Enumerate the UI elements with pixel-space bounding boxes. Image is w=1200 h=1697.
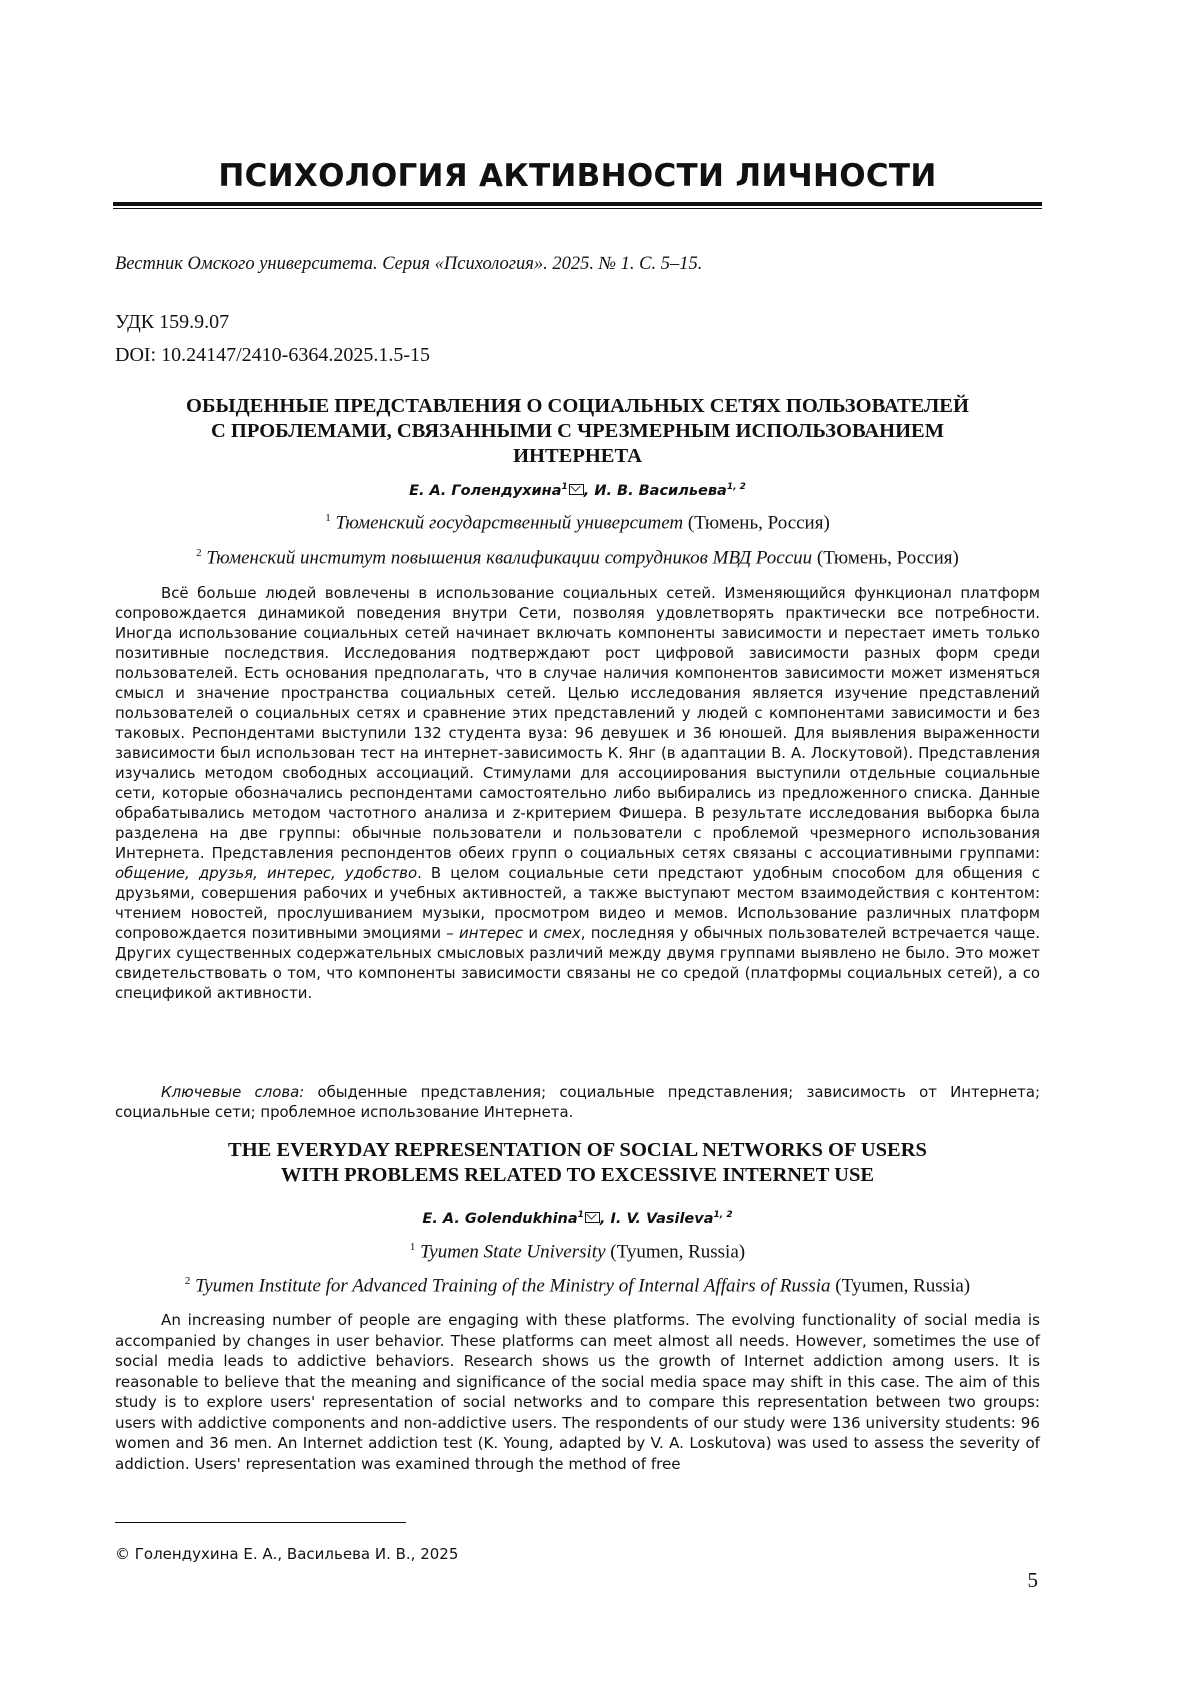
keywords-label: Ключевые слова: [161, 1083, 305, 1101]
journal-citation: Вестник Омского университета. Серия «Психология». 2025. № 1. С. 5–15. [115, 254, 703, 274]
title-line: ОБЫДЕННЫЕ ПРЕДСТАВЛЕНИЯ О СОЦИАЛЬНЫХ СЕТЯХ ПОЛЬЗОВАТЕЛЕЙ [186, 395, 969, 417]
title-line: WITH PROBLEMS RELATED TO EXCESSIVE INTERNET USE [280, 1164, 875, 1186]
affiliation-number: 1 [325, 512, 331, 524]
keywords-ru [115, 1082, 1040, 1122]
section-rubric: ПСИХОЛОГИЯ АКТИВНОСТИ ЛИЧНОСТИ [218, 158, 937, 194]
author-affiliation-mark: 1, 2 [713, 1210, 733, 1220]
envelope-icon [569, 484, 584, 495]
abstract-text: , последняя у обычных пользователей встречается чаще. Других существенных содержательных смысловых различий между двумя группами выявлено не было. Это может свидетельствовать о том, что компоненты зависимости связаны не со средой (платформы социальных сетей), а со спецификой активности. [115, 924, 1040, 1002]
author-separator: , [599, 1210, 611, 1227]
author-name: Е. А. Голендухина [409, 482, 562, 499]
abstract-text: Всё больше людей вовлечены в использование социальных сетей. Изменяющийся функционал платформ сопровождается динамикой поведения внутри Сети, позволяя удовлетворять практически все потребности. Иногда использование социальных сетей начинает включать компоненты зависимости и перестает иметь только позитивные последствия. Исследования подтверждают рост цифровой зависимости разных форм среди пользователей. Есть основания предполагать, что в случае наличия компонентов зависимости может изменяться смысл и значение пространства социальных сетей. Целью исследования является изучение представлений пользователей о социальных сетях и сравнение этих представлений у людей с компонентами зависимости и без таковых. Респондентами выступили 132 студента вуза: 96 девушек и 36 юношей. Для выявления выраженности зависимости был использован тест на интернет-зависимость К. Янг (в адаптации В. А. Лоскутовой). Представления изучались методом свободных ассоциаций. Стимулами для ассоциирования выступили отдельные социальные сети, которые обозначались респондентами самостоятельно либо выбирались из предложенного списка. Данные обрабатывались методом частотного анализа и z-критерием Фишера. В результате исследования выборка была разделена на две группы: обычные пользователи и пользователи с проблемой чрезмерного использования Интернета. Представления респондентов обеих групп о социальных сетях связаны с ассоциативными группами: [115, 584, 1040, 862]
affiliation-place: (Тюмень, Россия) [816, 547, 959, 569]
affiliation-number: 2 [184, 1275, 191, 1287]
abstract-emphasis: общение, друзья, интерес, удобство [115, 864, 418, 882]
abstract-text: . В целом социальные сети предстают удобным способом для общения с друзьями, совершения рабочих и учебных активностей, а также выступают местом взаимодействия с контентом: чтением новостей, прослушиванием музыки, просмотром видео и мемов. Использование различных платформ сопровождается позитивными эмоциями – [115, 864, 1040, 942]
udk-code: УДК 159.9.07 [115, 311, 230, 333]
abstract-en: An increasing number of people are engaging with these platforms. The evolving functionality of social media is accompanied by changes in user behavior. These platforms can meet almost all needs. However, sometimes the use of social media leads to addictive behaviors. Research shows us the growth of Internet addiction among users. It is reasonable to believe that the meaning and significance of the social media space may shift in this case. The aim of this study is to explore users' representation of social networks and to compare this representation between two groups: users with addictive components and non-addictive users. The respondents of our study were 136 university students: 96 women and 36 men. An Internet addiction test (K. Young, adapted by V. A. Loskutova) was used to assess the severity of addiction. Users' representation was examined through the method of free [115, 1311, 1040, 1473]
author-affiliation-mark: 1, 2 [726, 482, 746, 492]
author-affiliation-mark: 1 [561, 482, 568, 492]
abstract-ru [115, 583, 1040, 1003]
author-name: I. V. Vasileva [610, 1210, 714, 1227]
affiliation-name: Tyumen State University [420, 1241, 606, 1263]
abstract-text: и [523, 924, 544, 942]
copyright-notice: © Голендухина Е. А., Васильева И. В., 2025 [115, 1545, 459, 1563]
affiliation-place: (Tyumen, Russia) [835, 1275, 971, 1297]
title-line: С ПРОБЛЕМАМИ, СВЯЗАННЫМИ С ЧРЕЗМЕРНЫМ ИСПОЛЬЗОВАНИЕМ [210, 420, 945, 442]
footnote-divider [115, 1522, 406, 1523]
rubric-divider [113, 202, 1042, 209]
title-line: THE EVERYDAY REPRESENTATION OF SOCIAL NETWORKS OF USERS [228, 1139, 927, 1161]
envelope-icon [585, 1212, 600, 1223]
keywords-text: обыденные представления; социальные представления; зависимость от Интернета; социальные сети; проблемное использование Интернета. [115, 1083, 1040, 1121]
author-affiliation-mark: 1 [577, 1210, 584, 1220]
affiliation-en-2 [115, 1275, 1040, 1297]
affiliation-name: Тюменский институт повышения квалификации сотрудников МВД России [206, 547, 813, 569]
article-title-ru [115, 394, 1040, 469]
affiliation-ru-2 [115, 547, 1040, 569]
affiliation-name: Тюменский государственный университет [335, 512, 684, 534]
affiliation-en-1 [115, 1241, 1040, 1263]
abstract-emphasis: интерес [459, 924, 524, 942]
authors-ru [115, 482, 1040, 499]
affiliation-ru-1 [115, 512, 1040, 534]
affiliation-place: (Тюмень, Россия) [687, 512, 830, 534]
page-number: 5 [1027, 1568, 1038, 1592]
abstract-emphasis: смех [543, 924, 581, 942]
author-name: E. A. Golendukhina [422, 1210, 578, 1227]
author-separator: , [583, 482, 595, 499]
title-line: ИНТЕРНЕТА [513, 445, 642, 467]
affiliation-number: 1 [409, 1241, 416, 1253]
doi: DOI: 10.24147/2410-6364.2025.1.5-15 [115, 344, 430, 366]
author-name: И. В. Васильева [594, 482, 727, 499]
authors-en [115, 1210, 1040, 1227]
affiliation-number: 2 [196, 547, 202, 559]
article-title-en [115, 1138, 1040, 1188]
affiliation-place: (Tyumen, Russia) [610, 1241, 746, 1263]
affiliation-name: Tyumen Institute for Advanced Training of the Ministry of Internal Affairs of Russia [195, 1275, 831, 1297]
